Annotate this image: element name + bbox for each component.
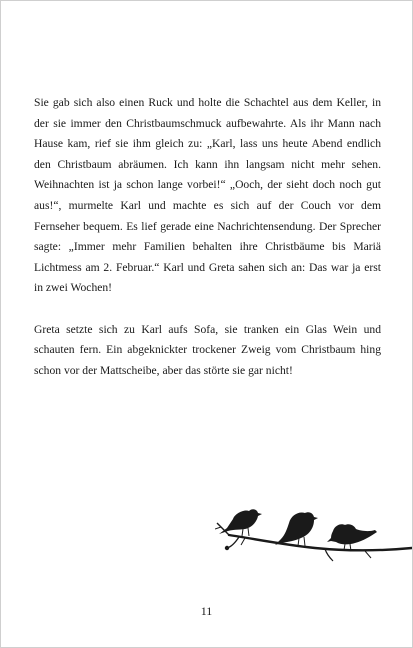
birds-on-branch-icon — [215, 501, 412, 563]
page-number: 11 — [200, 604, 213, 618]
body-text — [34, 93, 381, 402]
paragraph-1: Sie gab sich also einen Ruck und holte die Schachtel aus dem Keller, in der sie immer den Christbaumschmuck aufbewahrte. Als ihr Mann nach Hause kam, rief sie ihm gleich zu: „Karl, lass uns heute Abend endlich den Christbaum abräumen. Ich kann ihn langsam nicht mehr sehen. Weihnachten ist ja schon lange vorbei!“ „Ooch, der sieht doch noch gut aus!“, murmelte Karl und machte es sich auf der Couch vor dem Fernseher bequem. Es lief gerade eine Nachrichtensendung. Der Sprecher sagte: „Immer mehr Familien behalten ihre Christbäume bis Mariä Lichtmess am 2. Februar.“ Karl und Greta sahen sich an: Das war ja erst in zwei Wochen! — [34, 96, 381, 295]
paragraph-2: Greta setzte sich zu Karl aufs Sofa, sie tranken ein Glas Wein und schauten fern. Ein abgeknickter trockener Zweig vom Christbaum hing schon vor der Mattscheibe, aber das störte sie gar nicht! — [34, 322, 381, 377]
